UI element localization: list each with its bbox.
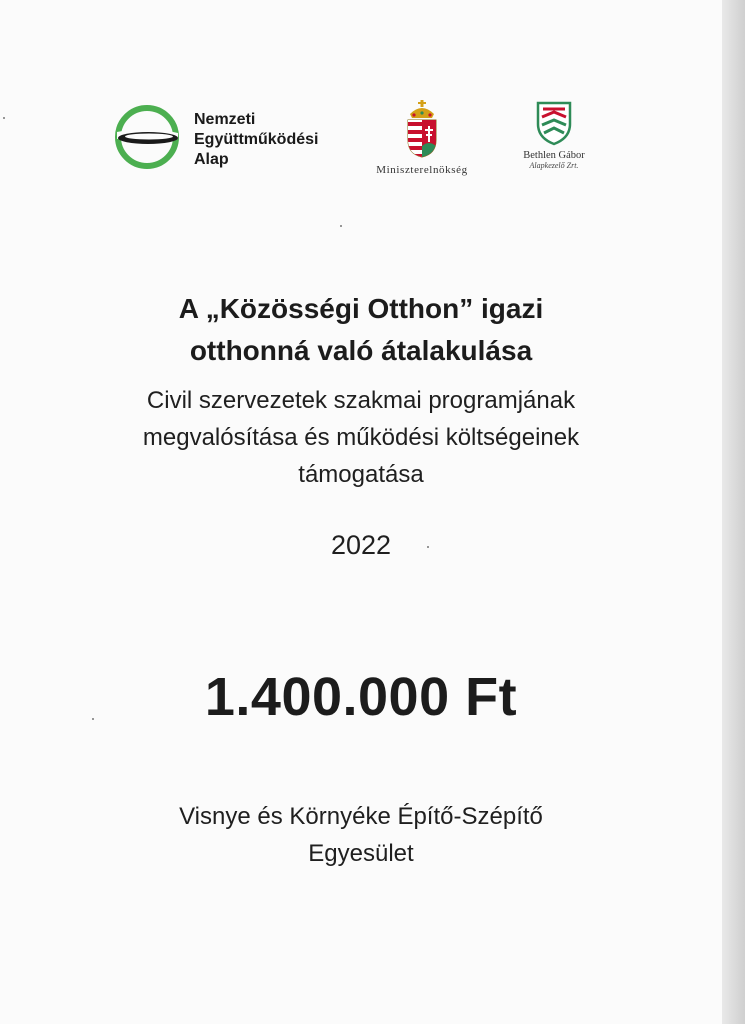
document-title [0,288,722,372]
ministry-label: Miniszterelnökség [376,164,468,176]
subtitle-line-3: támogatása [298,461,424,488]
scan-speck [3,117,5,119]
title-line-1: A „Közösségi Otthon” igazi [178,293,544,324]
page-edge-shadow [722,0,745,1024]
grant-amount: 1.400.000 Ft [204,667,518,727]
organization-line-2: Egyesület [308,840,414,867]
ministry-logo [352,100,492,190]
scan-speck [340,225,342,227]
year-text: 2022 [330,530,392,560]
bga-sublabel: Alapkezelő Zrt. [529,161,579,170]
nea-logo-text [194,110,318,170]
bga-label: Bethlen Gábor [523,150,585,161]
organization-line-1: Visnye és Környéke Építő-Szépítő [179,803,543,830]
nea-line-1: Nemzeti [194,111,256,128]
scan-speck [92,718,94,720]
subtitle-line-1: Civil szervezetek szakmai programjának [146,387,576,414]
nea-ring-icon [112,102,182,172]
organization-name [0,798,722,872]
nea-line-3: Alap [194,151,229,168]
subtitle-line-2: megvalósítása és működési költségeinek [142,424,580,451]
scan-speck [427,546,429,548]
hungarian-coat-of-arms-icon [405,100,439,158]
bga-shield-icon [535,100,573,146]
title-line-2: otthonná való átalakulása [189,335,533,366]
logo-row [0,0,722,200]
nea-line-2: Együttműködési [194,131,319,148]
document-subtitle [0,382,722,493]
nea-logo [112,102,362,174]
bga-logo [505,100,603,190]
